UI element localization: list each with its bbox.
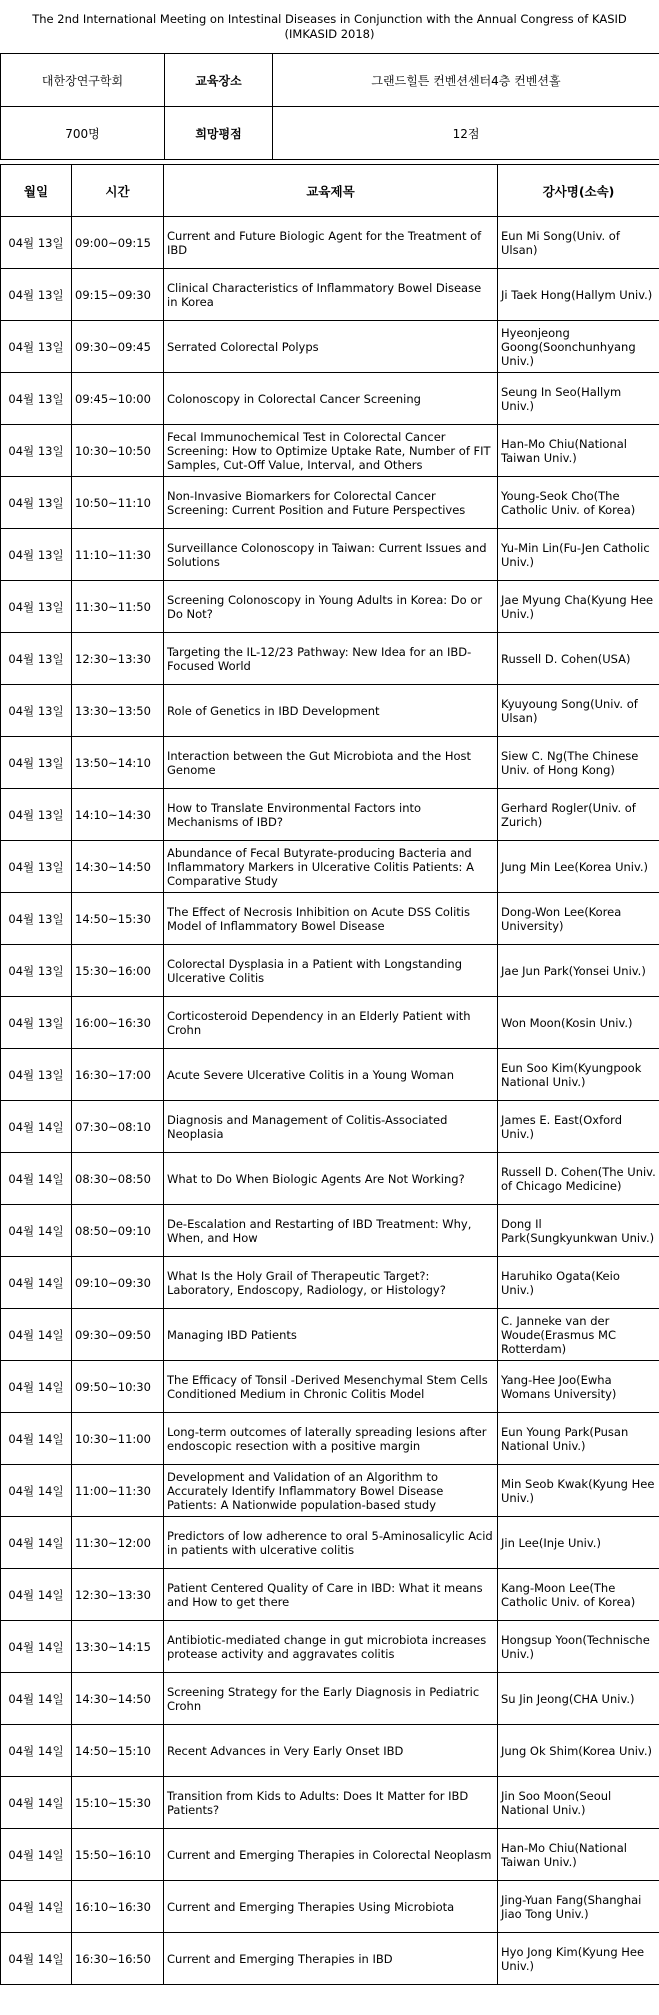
title-cell: Screening Colonoscopy in Young Adults in Korea: Do or Do Not? xyxy=(164,581,498,633)
table-row xyxy=(1,997,659,1049)
table-row xyxy=(1,1933,659,1985)
speaker-cell: Gerhard Rogler(Univ. of Zurich) xyxy=(498,789,659,841)
time-cell: 10:50~11:10 xyxy=(72,477,164,529)
time-cell: 16:00~16:30 xyxy=(72,997,164,1049)
table-row xyxy=(1,1413,659,1465)
date-cell: 04월 14일 xyxy=(1,1153,72,1205)
time-cell: 09:30~09:45 xyxy=(72,321,164,373)
date-cell: 04월 13일 xyxy=(1,1049,72,1101)
table-row xyxy=(1,1153,659,1205)
score-cell: 12점 xyxy=(273,107,659,160)
title-cell: Fecal Immunochemical Test in Colorectal Cancer Screening: How to Optimize Uptake Rate, Number of FIT Samples, Cut-Off Value, Interval, and Others xyxy=(164,425,498,477)
time-cell: 11:30~12:00 xyxy=(72,1517,164,1569)
title-cell: Diagnosis and Management of Colitis-Associated Neoplasia xyxy=(164,1101,498,1153)
table-row xyxy=(1,1829,659,1881)
time-cell: 15:50~16:10 xyxy=(72,1829,164,1881)
table-row xyxy=(1,737,659,789)
speaker-cell: Ji Taek Hong(Hallym Univ.) xyxy=(498,269,659,321)
date-cell: 04월 14일 xyxy=(1,1465,72,1517)
date-cell: 04월 14일 xyxy=(1,1361,72,1413)
date-cell: 04월 14일 xyxy=(1,1933,72,1985)
title-cell: Managing IBD Patients xyxy=(164,1309,498,1361)
title-cell: Patient Centered Quality of Care in IBD: What it means and How to get there xyxy=(164,1569,498,1621)
time-cell: 08:50~09:10 xyxy=(72,1205,164,1257)
date-cell: 04월 13일 xyxy=(1,685,72,737)
title-cell: Acute Severe Ulcerative Colitis in a Young Woman xyxy=(164,1049,498,1101)
time-cell: 11:00~11:30 xyxy=(72,1465,164,1517)
time-cell: 11:30~11:50 xyxy=(72,581,164,633)
table-row xyxy=(1,1101,659,1153)
table-row xyxy=(1,581,659,633)
date-cell: 04월 13일 xyxy=(1,217,72,269)
time-cell: 14:10~14:30 xyxy=(72,789,164,841)
table-row xyxy=(1,841,659,893)
speaker-cell: Kang-Moon Lee(The Catholic Univ. of Korea) xyxy=(498,1569,659,1621)
title-cell: Targeting the IL-12/23 Pathway: New Idea for an IBD-Focused World xyxy=(164,633,498,685)
table-row xyxy=(1,1569,659,1621)
date-cell: 04월 13일 xyxy=(1,997,72,1049)
date-cell: 04월 13일 xyxy=(1,737,72,789)
column-header-date: 월일 xyxy=(1,165,72,217)
schedule-header-row xyxy=(1,165,659,217)
time-cell: 16:30~17:00 xyxy=(72,1049,164,1101)
speaker-cell: Russell D. Cohen(USA) xyxy=(498,633,659,685)
title-cell: Surveillance Colonoscopy in Taiwan: Current Issues and Solutions xyxy=(164,529,498,581)
table-row xyxy=(1,1725,659,1777)
title-cell: Role of Genetics in IBD Development xyxy=(164,685,498,737)
date-cell: 04월 14일 xyxy=(1,1777,72,1829)
column-header-speaker: 강사명(소속) xyxy=(498,165,659,217)
date-cell: 04월 13일 xyxy=(1,633,72,685)
speaker-cell: Eun Soo Kim(Kyungpook National Univ.) xyxy=(498,1049,659,1101)
time-cell: 09:15~09:30 xyxy=(72,269,164,321)
title-cell: How to Translate Environmental Factors into Mechanisms of IBD? xyxy=(164,789,498,841)
time-cell: 09:00~09:15 xyxy=(72,217,164,269)
speaker-cell: James E. East(Oxford Univ.) xyxy=(498,1101,659,1153)
date-cell: 04월 14일 xyxy=(1,1569,72,1621)
speaker-cell: Eun Mi Song(Univ. of Ulsan) xyxy=(498,217,659,269)
table-row xyxy=(1,425,659,477)
column-header-title: 교육제목 xyxy=(164,165,498,217)
organizer-cell: 대한장연구학회 xyxy=(1,54,165,107)
title-cell: Current and Emerging Therapies Using Microbiota xyxy=(164,1881,498,1933)
title-cell: Clinical Characteristics of Inflammatory Bowel Disease in Korea xyxy=(164,269,498,321)
time-cell: 13:30~13:50 xyxy=(72,685,164,737)
table-row xyxy=(1,789,659,841)
time-cell: 16:10~16:30 xyxy=(72,1881,164,1933)
date-cell: 04월 13일 xyxy=(1,945,72,997)
speaker-cell: Jing-Yuan Fang(Shanghai Jiao Tong Univ.) xyxy=(498,1881,659,1933)
speaker-cell: Dong-Won Lee(Korea University) xyxy=(498,893,659,945)
table-row xyxy=(1,1517,659,1569)
time-cell: 14:50~15:30 xyxy=(72,893,164,945)
title-cell: What to Do When Biologic Agents Are Not Working? xyxy=(164,1153,498,1205)
time-cell: 09:10~09:30 xyxy=(72,1257,164,1309)
table-row xyxy=(1,1465,659,1517)
info-row-venue xyxy=(1,54,659,107)
date-cell: 04월 14일 xyxy=(1,1881,72,1933)
title-cell: Current and Future Biologic Agent for the Treatment of IBD xyxy=(164,217,498,269)
title-cell: Long-term outcomes of laterally spreading lesions after endoscopic resection with a positive margin xyxy=(164,1413,498,1465)
date-cell: 04월 13일 xyxy=(1,425,72,477)
date-cell: 04월 13일 xyxy=(1,893,72,945)
score-label: 희망평점 xyxy=(165,107,273,160)
speaker-cell: Jae Jun Park(Yonsei Univ.) xyxy=(498,945,659,997)
table-row xyxy=(1,529,659,581)
time-cell: 13:30~14:15 xyxy=(72,1621,164,1673)
title-cell: Abundance of Fecal Butyrate-producing Bacteria and Inflammatory Markers in Ulcerative Colitis Patients: A Comparative Study xyxy=(164,841,498,893)
time-cell: 09:50~10:30 xyxy=(72,1361,164,1413)
schedule-body xyxy=(1,217,659,1985)
time-cell: 08:30~08:50 xyxy=(72,1153,164,1205)
time-cell: 12:30~13:30 xyxy=(72,633,164,685)
schedule-table xyxy=(0,164,659,1985)
speaker-cell: Jung Ok Shim(Korea Univ.) xyxy=(498,1725,659,1777)
title-cell: Corticosteroid Dependency in an Elderly Patient with Crohn xyxy=(164,997,498,1049)
table-row xyxy=(1,321,659,373)
speaker-cell: Hongsup Yoon(Technische Univ.) xyxy=(498,1621,659,1673)
table-row xyxy=(1,685,659,737)
time-cell: 15:30~16:00 xyxy=(72,945,164,997)
venue-cell: 그랜드힐튼 컨벤션센터4층 컨벤션홀 xyxy=(273,54,659,107)
time-cell: 07:30~08:10 xyxy=(72,1101,164,1153)
date-cell: 04월 14일 xyxy=(1,1205,72,1257)
time-cell: 10:30~10:50 xyxy=(72,425,164,477)
speaker-cell: Hyeonjeong Goong(Soonchunhyang Univ.) xyxy=(498,321,659,373)
title-cell: Development and Validation of an Algorithm to Accurately Identify Inflammatory Bowel Disease Patients: A Nationwide population-based study xyxy=(164,1465,498,1517)
speaker-cell: Su Jin Jeong(CHA Univ.) xyxy=(498,1673,659,1725)
table-row xyxy=(1,1673,659,1725)
speaker-cell: Haruhiko Ogata(Keio Univ.) xyxy=(498,1257,659,1309)
column-header-time: 시간 xyxy=(72,165,164,217)
title-cell: What Is the Holy Grail of Therapeutic Target?: Laboratory, Endoscopy, Radiology, or Histology? xyxy=(164,1257,498,1309)
table-row xyxy=(1,633,659,685)
table-row xyxy=(1,217,659,269)
date-cell: 04월 14일 xyxy=(1,1621,72,1673)
date-cell: 04월 13일 xyxy=(1,477,72,529)
date-cell: 04월 14일 xyxy=(1,1673,72,1725)
speaker-cell: Min Seob Kwak(Kyung Hee Univ.) xyxy=(498,1465,659,1517)
date-cell: 04월 14일 xyxy=(1,1725,72,1777)
table-row xyxy=(1,1205,659,1257)
title-cell: Current and Emerging Therapies in Colorectal Neoplasm xyxy=(164,1829,498,1881)
table-row xyxy=(1,1361,659,1413)
speaker-cell: Hyo Jong Kim(Kyung Hee Univ.) xyxy=(498,1933,659,1985)
title-cell: The Efficacy of Tonsil -Derived Mesenchymal Stem Cells Conditioned Medium in Chronic Colitis Model xyxy=(164,1361,498,1413)
table-row xyxy=(1,945,659,997)
table-row xyxy=(1,1049,659,1101)
speaker-cell: Han-Mo Chiu(National Taiwan Univ.) xyxy=(498,1829,659,1881)
date-cell: 04월 14일 xyxy=(1,1413,72,1465)
speaker-cell: Yang-Hee Joo(Ewha Womans University) xyxy=(498,1361,659,1413)
title-cell: Serrated Colorectal Polyps xyxy=(164,321,498,373)
title-cell: Transition from Kids to Adults: Does It Matter for IBD Patients? xyxy=(164,1777,498,1829)
table-row xyxy=(1,269,659,321)
table-row xyxy=(1,373,659,425)
speaker-cell: Dong Il Park(Sungkyunkwan Univ.) xyxy=(498,1205,659,1257)
date-cell: 04월 14일 xyxy=(1,1829,72,1881)
speaker-cell: Won Moon(Kosin Univ.) xyxy=(498,997,659,1049)
page-title-line2: (IMKASID 2018) xyxy=(284,26,375,41)
time-cell: 12:30~13:30 xyxy=(72,1569,164,1621)
speaker-cell: Jung Min Lee(Korea Univ.) xyxy=(498,841,659,893)
title-cell: The Effect of Necrosis Inhibition on Acute DSS Colitis Model of Inflammatory Bowel Disease xyxy=(164,893,498,945)
date-cell: 04월 14일 xyxy=(1,1101,72,1153)
title-cell: Interaction between the Gut Microbiota and the Host Genome xyxy=(164,737,498,789)
title-cell: Recent Advances in Very Early Onset IBD xyxy=(164,1725,498,1777)
time-cell: 14:50~15:10 xyxy=(72,1725,164,1777)
page-title-line1: The 2nd International Meeting on Intestinal Diseases in Conjunction with the Annual Congress of KASID xyxy=(32,11,627,26)
speaker-cell: Yu-Min Lin(Fu-Jen Catholic Univ.) xyxy=(498,529,659,581)
speaker-cell: Han-Mo Chiu(National Taiwan Univ.) xyxy=(498,425,659,477)
time-cell: 09:45~10:00 xyxy=(72,373,164,425)
date-cell: 04월 14일 xyxy=(1,1517,72,1569)
table-row xyxy=(1,477,659,529)
title-cell: De-Escalation and Restarting of IBD Treatment: Why, When, and How xyxy=(164,1205,498,1257)
speaker-cell: Kyuyoung Song(Univ. of Ulsan) xyxy=(498,685,659,737)
date-cell: 04월 13일 xyxy=(1,269,72,321)
date-cell: 04월 14일 xyxy=(1,1309,72,1361)
title-cell: Current and Emerging Therapies in IBD xyxy=(164,1933,498,1985)
time-cell: 16:30~16:50 xyxy=(72,1933,164,1985)
speaker-cell: C. Janneke van der Woude(Erasmus MC Rotterdam) xyxy=(498,1309,659,1361)
table-row xyxy=(1,893,659,945)
table-row xyxy=(1,1881,659,1933)
table-row xyxy=(1,1777,659,1829)
speaker-cell: Jin Lee(Inje Univ.) xyxy=(498,1517,659,1569)
time-cell: 15:10~15:30 xyxy=(72,1777,164,1829)
title-cell: Colonoscopy in Colorectal Cancer Screening xyxy=(164,373,498,425)
info-table xyxy=(0,53,659,160)
title-cell: Predictors of low adherence to oral 5-Aminosalicylic Acid in patients with ulcerative colitis xyxy=(164,1517,498,1569)
speaker-cell: Seung In Seo(Hallym Univ.) xyxy=(498,373,659,425)
title-cell: Colorectal Dysplasia in a Patient with Longstanding Ulcerative Colitis xyxy=(164,945,498,997)
capacity-cell: 700명 xyxy=(1,107,165,160)
time-cell: 14:30~14:50 xyxy=(72,841,164,893)
time-cell: 11:10~11:30 xyxy=(72,529,164,581)
table-row xyxy=(1,1257,659,1309)
date-cell: 04월 13일 xyxy=(1,529,72,581)
page-title xyxy=(0,0,659,53)
date-cell: 04월 13일 xyxy=(1,841,72,893)
title-cell: Screening Strategy for the Early Diagnosis in Pediatric Crohn xyxy=(164,1673,498,1725)
speaker-cell: Siew C. Ng(The Chinese Univ. of Hong Kong) xyxy=(498,737,659,789)
venue-label: 교육장소 xyxy=(165,54,273,107)
speaker-cell: Eun Young Park(Pusan National Univ.) xyxy=(498,1413,659,1465)
title-cell: Non-Invasive Biomarkers for Colorectal Cancer Screening: Current Position and Future Perspectives xyxy=(164,477,498,529)
table-row xyxy=(1,1309,659,1361)
info-row-score xyxy=(1,107,659,160)
time-cell: 10:30~11:00 xyxy=(72,1413,164,1465)
table-row xyxy=(1,1621,659,1673)
date-cell: 04월 13일 xyxy=(1,789,72,841)
title-cell: Antibiotic-mediated change in gut microbiota increases protease activity and aggravates colitis xyxy=(164,1621,498,1673)
speaker-cell: Jin Soo Moon(Seoul National Univ.) xyxy=(498,1777,659,1829)
speaker-cell: Young-Seok Cho(The Catholic Univ. of Korea) xyxy=(498,477,659,529)
speaker-cell: Russell D. Cohen(The Univ. of Chicago Medicine) xyxy=(498,1153,659,1205)
date-cell: 04월 13일 xyxy=(1,321,72,373)
speaker-cell: Jae Myung Cha(Kyung Hee Univ.) xyxy=(498,581,659,633)
time-cell: 09:30~09:50 xyxy=(72,1309,164,1361)
date-cell: 04월 13일 xyxy=(1,373,72,425)
date-cell: 04월 14일 xyxy=(1,1257,72,1309)
time-cell: 13:50~14:10 xyxy=(72,737,164,789)
date-cell: 04월 13일 xyxy=(1,581,72,633)
time-cell: 14:30~14:50 xyxy=(72,1673,164,1725)
